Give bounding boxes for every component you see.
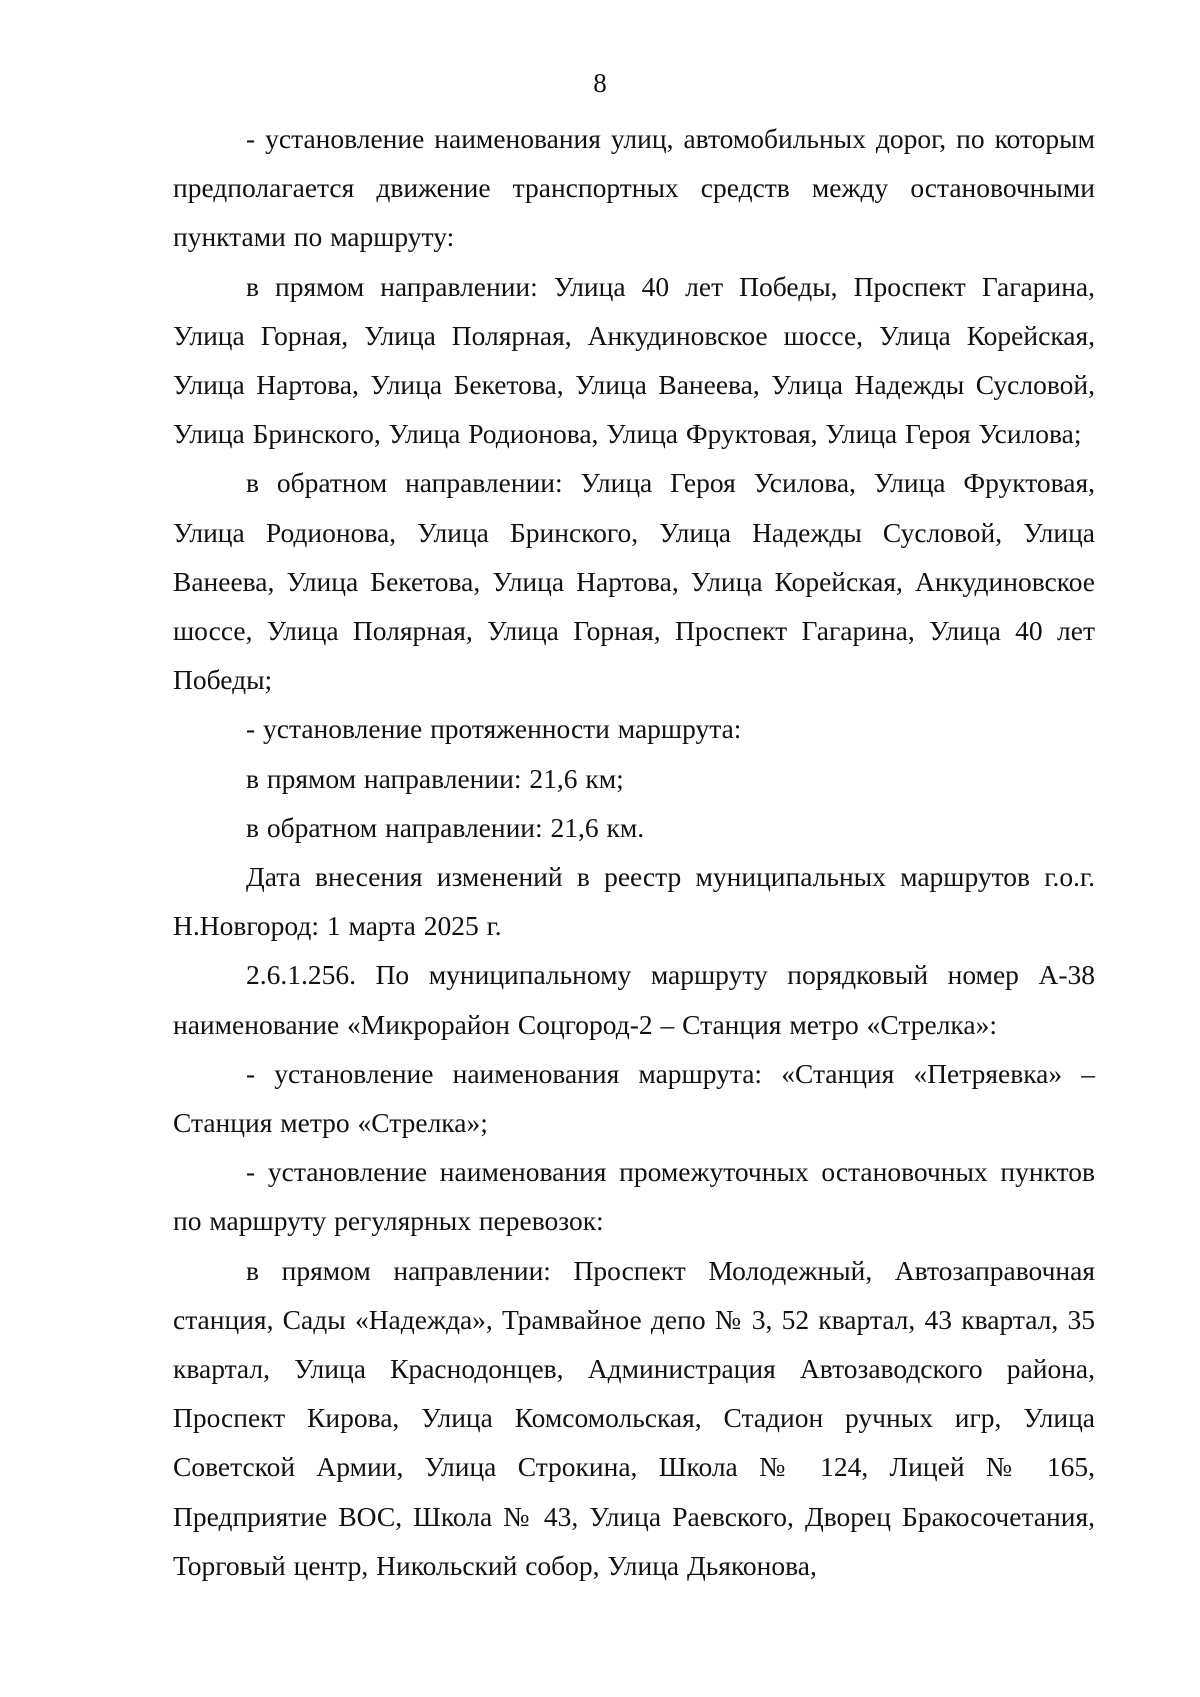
paragraph-reverse-length: в обратном направлении: 21,6 км.: [246, 811, 645, 843]
paragraph-route-length-heading: - установление протяженности маршрута:: [246, 713, 742, 745]
paragraph-forward-length: в прямом направлении: 21,6 км;: [246, 762, 624, 794]
paragraph-registry-date: Дата внесения изменений в реестр муниципальных маршрутов г.о.г. Н.Новгород: 1 марта 2025 г.: [173, 861, 1095, 942]
paragraph-reverse-streets: в обратном направлении: Улица Героя Усилова, Улица Фруктовая, Улица Родионова, Улица Бринского, Улица Надежды Сусловой, Улица Ванеева, Улица Бекетова, Улица Нартова, Улица Корейская, Анкудиновское шоссе, Улица Полярная, Улица Горная, Проспект Гагарина, Улица 40 лет Победы;: [173, 467, 1095, 696]
paragraph-forward-stops: в прямом направлении: Проспект Молодежный, Автозаправочная станция, Сады «Надежда», Трамвайное депо № 3, 52 квартал, 43 квартал, 35 квартал, Улица Краснодонцев, Администрация Автозаводского района, Проспект Кирова, Улица Комсомольская, Стадион ручных игр, Улица Советской Армии, Улица Строкина, Школа № 124, Лицей № 165, Предприятие ВОС, Школа № 43, Улица Раевского, Дворец Бракосочетания, Торговый центр, Никольский собор, Улица Дьяконова,: [173, 1254, 1095, 1581]
paragraph-route-name-change: - установление наименования маршрута: «Станция «Петряевка» – Станция метро «Стрелка»;: [173, 1057, 1095, 1139]
document-body: [173, 114, 1095, 1590]
paragraph-intermediate-stops-heading: - установление наименования промежуточных остановочных пунктов по маршруту регулярных перевозок:: [173, 1156, 1095, 1237]
paragraph-route-a38: 2.6.1.256. По муниципальному маршруту порядковый номер А-38 наименование «Микрорайон Соцгород-2 – Станция метро «Стрелка»:: [173, 959, 1095, 1040]
paragraph-street-names-heading: - установление наименования улиц, автомобильных дорог, по которым предполагается движение транспортных средств между остановочными пунктами по маршруту:: [173, 123, 1095, 253]
page-number: 8: [593, 68, 607, 98]
paragraph-forward-streets: в прямом направлении: Улица 40 лет Победы, Проспект Гагарина, Улица Горная, Улица Полярная, Анкудиновское шоссе, Улица Корейская, Улица Нартова, Улица Бекетова, Улица Ванеева, Улица Надежды Сусловой, Улица Бринского, Улица Родионова, Улица Фруктовая, Улица Героя Усилова;: [173, 270, 1095, 450]
